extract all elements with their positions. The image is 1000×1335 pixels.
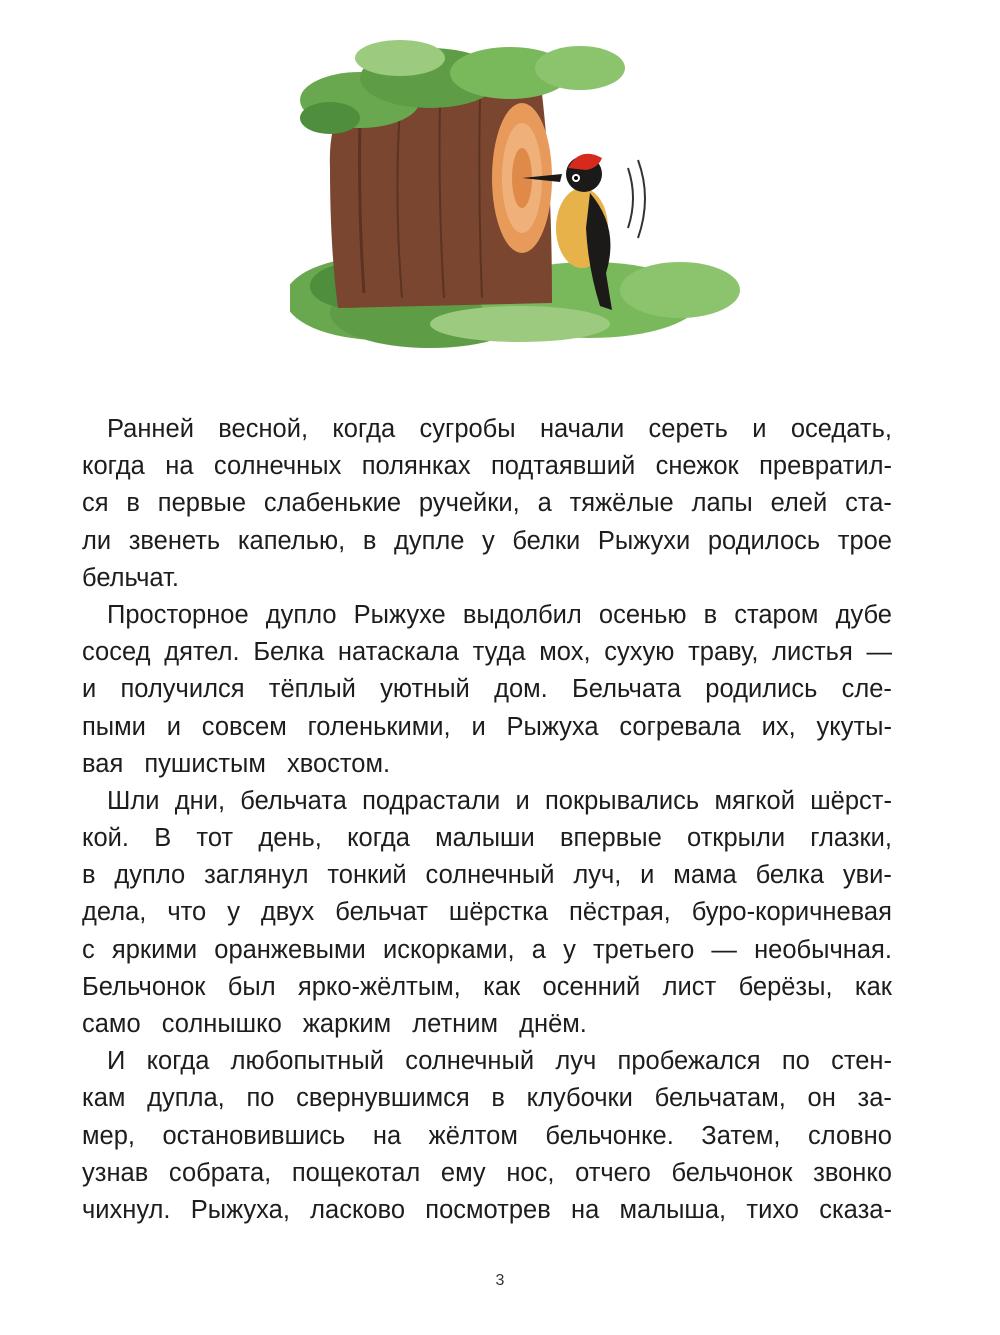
text-line <box>82 1118 892 1155</box>
word: стен- <box>831 1047 892 1076</box>
word: тот <box>196 824 234 853</box>
word: натаскала <box>337 638 459 667</box>
line-text <box>82 448 892 485</box>
page-number: 3 <box>495 1272 505 1289</box>
word: а <box>537 489 552 518</box>
text-line <box>82 448 892 485</box>
word: туда <box>472 638 526 667</box>
text-line <box>82 560 892 597</box>
word: ласково <box>310 1195 406 1224</box>
word: бельчата <box>240 786 347 815</box>
word: первые <box>157 489 246 518</box>
word: на <box>372 1121 402 1150</box>
text-line <box>82 411 892 448</box>
word: укуты- <box>816 712 892 741</box>
word: уютный <box>380 675 470 704</box>
word: остановившись <box>162 1121 346 1150</box>
text-line <box>82 746 892 783</box>
word: осенний <box>542 972 641 1001</box>
text-line <box>82 1006 892 1043</box>
word: шёрстка <box>448 898 549 927</box>
text-line <box>82 857 892 894</box>
word: солнечный <box>425 861 555 890</box>
word: яркими <box>111 935 198 964</box>
line-text: само солнышко жарким летним днём. <box>82 1010 587 1038</box>
word: дела, <box>82 898 147 927</box>
word: любопытный <box>230 1047 384 1076</box>
word: мер, <box>82 1121 135 1150</box>
word: у <box>482 526 495 555</box>
text-line <box>82 634 892 671</box>
word: белки <box>512 526 581 555</box>
word: белка <box>755 861 825 890</box>
word: в <box>362 526 377 555</box>
word: у <box>227 898 240 927</box>
word: Рыжуха, <box>190 1195 290 1224</box>
word: заглянул <box>204 861 309 890</box>
word: траву, <box>688 638 759 667</box>
word: малыша, <box>619 1195 727 1224</box>
text-line <box>82 523 892 560</box>
word: луч <box>555 1047 597 1076</box>
text-line <box>82 932 892 969</box>
word: Шли <box>107 786 160 815</box>
word: пёстрая, <box>569 898 671 927</box>
word: сле- <box>841 675 892 704</box>
text-line <box>82 709 892 746</box>
word: по <box>781 1047 810 1076</box>
word: когда <box>146 1047 210 1076</box>
text-line <box>82 820 892 857</box>
word: елей <box>770 489 828 518</box>
text-line <box>82 671 892 708</box>
word: шёрст- <box>810 786 892 815</box>
word: мягкой <box>714 786 795 815</box>
word: и <box>471 712 486 741</box>
word: как <box>854 972 892 1001</box>
word: пыми <box>82 712 146 741</box>
line-text <box>82 857 892 894</box>
word: подрастали <box>362 786 501 815</box>
word: В <box>154 824 172 853</box>
word: пробежался <box>617 1047 761 1076</box>
word: луч, <box>573 861 622 890</box>
text-line <box>82 783 892 820</box>
word: а <box>531 935 546 964</box>
line-text: вая пушистым хвостом. <box>82 749 391 778</box>
word: мама <box>673 861 737 890</box>
word: и <box>82 675 97 704</box>
word: родилось <box>707 526 821 555</box>
word: тяжёлые <box>569 489 674 518</box>
text-line <box>82 597 892 634</box>
word: выдолбил <box>462 600 582 629</box>
word: кам <box>82 1084 126 1113</box>
word: бельчонок <box>671 1158 793 1187</box>
word: ся <box>82 489 109 518</box>
word: у <box>563 935 576 964</box>
word: и <box>166 712 181 741</box>
word: получился <box>120 675 245 704</box>
word: свернувшимся <box>296 1084 470 1113</box>
text-line <box>82 1080 892 1117</box>
word: день, <box>258 824 322 853</box>
line-text <box>82 1155 892 1192</box>
word: узнав <box>82 1158 149 1187</box>
word: уви- <box>842 861 892 890</box>
word: Затем, <box>701 1121 781 1150</box>
word: ли <box>82 526 112 555</box>
word: в <box>703 600 718 629</box>
line-text <box>82 969 892 1006</box>
word: дупло <box>265 600 337 629</box>
word: дупле <box>393 526 465 555</box>
word: осенью <box>598 600 687 629</box>
word: капелью, <box>237 526 346 555</box>
word: был <box>227 972 276 1001</box>
word: буро-коричневая <box>691 898 892 927</box>
word: старом <box>734 600 819 629</box>
word: тёплый <box>268 675 356 704</box>
word: пощекотал <box>291 1158 421 1187</box>
word: за- <box>857 1084 892 1113</box>
line-text <box>82 820 892 857</box>
word: бельчатам, <box>654 1084 786 1113</box>
word: в <box>126 489 140 518</box>
word: солнечных <box>213 452 342 481</box>
word: дупла, <box>147 1084 225 1113</box>
word: чихнул. <box>82 1195 171 1224</box>
word: с <box>82 935 95 964</box>
word: в <box>82 861 96 890</box>
word: покрывались <box>544 786 700 815</box>
word: отчего <box>575 1158 651 1187</box>
line-text <box>82 671 892 708</box>
text-line <box>82 1155 892 1192</box>
line-text: бельчат. <box>82 563 179 592</box>
word: когда <box>347 824 410 853</box>
word: оседать, <box>790 415 892 443</box>
word: когда <box>332 415 396 443</box>
word: нос, <box>506 1158 555 1187</box>
word: в <box>491 1084 505 1113</box>
text-line <box>82 969 892 1006</box>
word: и <box>752 415 767 443</box>
word: собрата, <box>168 1158 272 1187</box>
line-text <box>82 634 892 671</box>
line-text <box>82 709 892 746</box>
word: их, <box>761 712 796 741</box>
word: третьего <box>592 935 695 964</box>
text-line <box>82 1043 892 1080</box>
word: бельчат <box>335 898 428 927</box>
word: Бельчонок <box>82 972 206 1001</box>
word: совсем <box>201 712 287 741</box>
word: малыши <box>435 824 535 853</box>
story-text <box>82 411 892 1229</box>
word: Рыжухи <box>597 526 691 555</box>
word: сереть <box>648 415 728 443</box>
word: Бельчата <box>572 675 682 704</box>
word: дубе <box>835 600 892 629</box>
word: дом. <box>494 675 548 704</box>
word: звонко <box>813 1158 892 1187</box>
word: тонкий <box>327 861 407 890</box>
word: дупло <box>114 861 186 890</box>
word: начали <box>539 415 625 443</box>
word: и <box>640 861 655 890</box>
word: ста- <box>845 489 892 518</box>
word: листья <box>772 638 853 667</box>
word: кой. <box>82 824 129 853</box>
word: глазки, <box>810 824 892 853</box>
word: тихо <box>746 1195 799 1224</box>
word: Белка <box>253 638 325 667</box>
word: звенеть <box>128 526 221 555</box>
word: оранжевыми <box>214 935 366 964</box>
line-text <box>82 1080 892 1117</box>
word: словно <box>808 1121 892 1150</box>
word: голенькими, <box>307 712 451 741</box>
line-text <box>82 485 892 522</box>
line-text <box>107 783 892 820</box>
word: необычная. <box>754 935 892 964</box>
word: ручейки, <box>418 489 520 518</box>
word: слабенькие <box>263 489 402 518</box>
line-text <box>107 1043 892 1080</box>
word: превратил- <box>759 452 892 481</box>
word: и <box>515 786 530 815</box>
word: — <box>866 638 892 667</box>
word: ярко-жёлтым, <box>297 972 461 1001</box>
word: подтаявший <box>491 452 636 481</box>
word: берёзы, <box>738 972 833 1001</box>
word: впервые <box>559 824 662 853</box>
line-text <box>82 1118 892 1155</box>
word: сухую <box>604 638 675 667</box>
word: сосед <box>82 638 151 667</box>
word: бельчонке. <box>545 1121 674 1150</box>
word: открыли <box>686 824 786 853</box>
word: клубочки <box>526 1084 633 1113</box>
word: снежок <box>655 452 739 481</box>
word: дятел. <box>164 638 240 667</box>
woodpecker-tree-illustration <box>290 28 750 350</box>
word: Рыжуха <box>506 712 599 741</box>
line-text <box>82 894 892 931</box>
line-text <box>82 1192 892 1229</box>
word: на <box>571 1195 600 1224</box>
word: что <box>167 898 207 927</box>
word: трое <box>837 526 892 555</box>
word: лист <box>662 972 717 1001</box>
word: посмотрев <box>425 1195 551 1224</box>
text-line <box>82 894 892 931</box>
word: искорками, <box>382 935 515 964</box>
word: как <box>483 972 521 1001</box>
word: сугробы <box>419 415 516 443</box>
word: полянках <box>361 452 471 481</box>
word: сказа- <box>819 1195 892 1224</box>
word: дни, <box>174 786 226 815</box>
word: на <box>165 452 194 481</box>
word: Просторное <box>107 600 249 629</box>
text-line <box>82 1192 892 1229</box>
text-line <box>82 485 892 522</box>
word: Рыжухе <box>353 600 446 629</box>
word: весной, <box>218 415 309 443</box>
line-text <box>82 523 892 560</box>
word: Ранней <box>107 415 194 443</box>
word: лапы <box>691 489 753 518</box>
word: по <box>246 1084 275 1113</box>
word: ему <box>440 1158 486 1187</box>
word: согревала <box>619 712 741 741</box>
word: солнечный <box>405 1047 535 1076</box>
line-text <box>107 411 892 448</box>
word: он <box>807 1084 836 1113</box>
word: двух <box>260 898 315 927</box>
line-text <box>107 597 892 634</box>
word: И <box>107 1047 126 1076</box>
word: родились <box>705 675 818 704</box>
word: — <box>711 935 737 964</box>
word: жёлтом <box>428 1121 518 1150</box>
word: мох, <box>539 638 591 667</box>
line-text <box>82 932 892 969</box>
word: когда <box>82 452 145 481</box>
